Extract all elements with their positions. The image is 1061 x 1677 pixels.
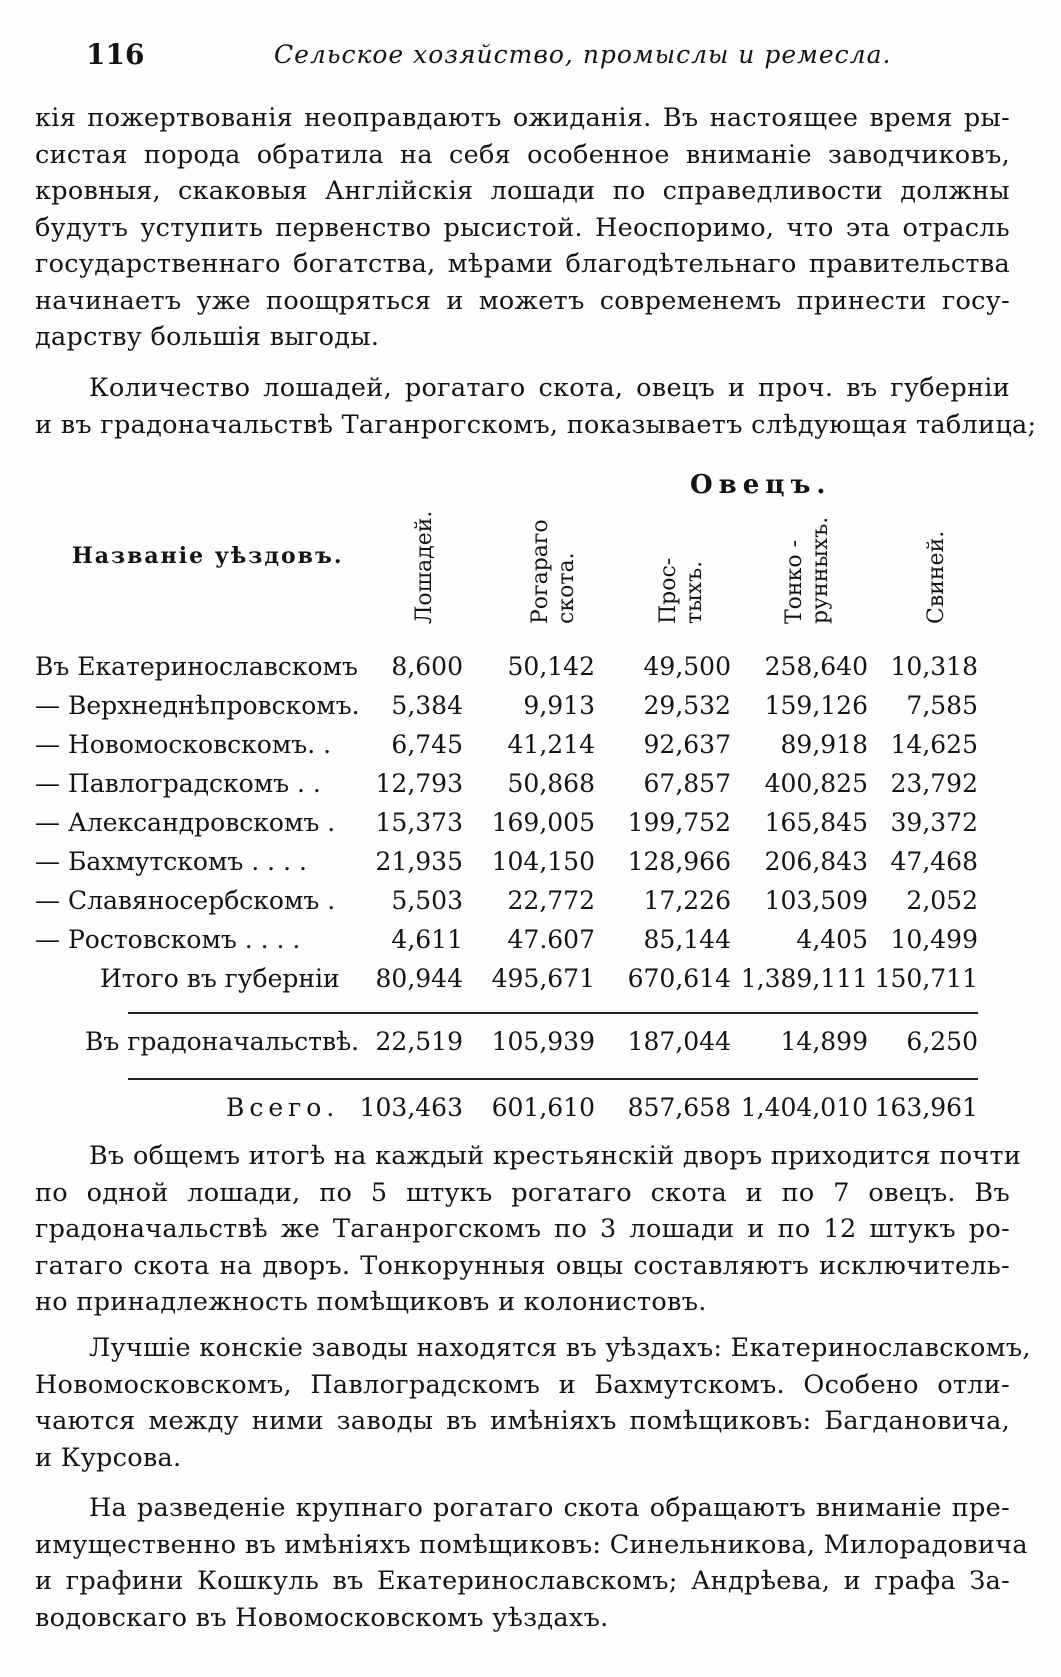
text-line: гатаго скота на дворъ. Тонкорунныя овцы составляютъ исключитель-: [35, 1250, 1010, 1281]
text-line: кія пожертвованія неоправдаютъ ожиданія. Въ настоящее время ры-: [35, 103, 1010, 133]
fine-sheep-value: 14,899: [780, 1027, 868, 1056]
text-line: но принадлежность помѣщиковъ и колонистовъ.: [35, 1287, 707, 1317]
horses-value: 15,373: [375, 808, 463, 837]
horses-value: 5,503: [391, 886, 463, 915]
cattle-value: 104,150: [491, 847, 595, 876]
cattle-value: 601,610: [491, 1093, 595, 1122]
horses-value: 103,463: [359, 1093, 463, 1122]
simple-sheep-value: 128,966: [627, 847, 731, 876]
text-line: и въ градоначальствѣ Таганрогскомъ, показываетъ слѣдующая таблица;: [35, 409, 1037, 440]
cattle-value: 41,214: [507, 730, 595, 759]
horses-column-header: Лошадей.: [412, 510, 437, 624]
cattle-value: 47.607: [507, 925, 595, 954]
cattle-value: 22,772: [507, 886, 595, 915]
paragraph-4: [35, 1330, 1031, 1476]
gradonachalstvo-row: [0, 1027, 1061, 1063]
grand-total-row: [0, 1093, 1061, 1129]
simple-sheep-column-header: Прос- тыхъ.: [656, 557, 707, 624]
horses-value: 21,935: [375, 847, 463, 876]
pigs-value: 150,711: [874, 964, 978, 993]
table-row: [0, 691, 1061, 727]
text-line: Количество лошадей, рогатаго скота, овецъ и проч. въ губерніи: [89, 373, 1010, 403]
text-line: градоначальствѣ же Таганрогскомъ по 3 лошади и по 12 штукъ ро-: [35, 1214, 1010, 1244]
text-line: будутъ уступить первенство рысистой. Неоспоримо, что эта отрасль: [35, 212, 1010, 243]
pigs-value: 2,052: [906, 886, 978, 915]
simple-sheep-value: 199,752: [627, 808, 731, 837]
text-line: начинаетъ уже поощряться и можетъ современемъ принести госу-: [35, 285, 1010, 316]
paragraph-1: [35, 100, 1010, 356]
pigs-value: 23,792: [890, 769, 978, 798]
text-line: государственнаго богатства, мѣрами благодѣтельнаго правительства: [35, 249, 1010, 279]
running-title: Сельское хозяйство, промыслы и ремесла.: [274, 40, 892, 69]
simple-sheep-value: 85,144: [643, 925, 731, 954]
district-name: — Верхнеднѣпровскомъ.: [35, 691, 360, 720]
district-name: — Александровскомъ .: [35, 808, 336, 837]
text-line: имущественно въ имѣніяхъ помѣщиковъ: Синельникова, Милорадовича: [35, 1529, 1028, 1560]
gradonachalstvo-label: Въ градоначальствѣ.: [85, 1027, 360, 1056]
cattle-value: 169,005: [491, 808, 595, 837]
fine-wool-sheep-column-header: Тонко - рунныхъ.: [782, 516, 833, 624]
text-line: и графини Кошкуль въ Екатеринославскомъ; Андрѣева, и графа За-: [35, 1566, 1010, 1596]
text-line: чаются между ними заводы въ имѣніяхъ помѣщиковъ: Багдановича,: [35, 1406, 1010, 1436]
cattle-value: 9,913: [523, 691, 595, 720]
simple-sheep-value: 67,857: [643, 769, 731, 798]
fine-sheep-value: 1,404,010: [740, 1093, 868, 1122]
table-rule: [128, 1078, 978, 1080]
horses-value: 80,944: [375, 964, 463, 993]
text-line: Новомосковскомъ, Павлоградскомъ и Бахмутскомъ. Особено отли-: [35, 1369, 1010, 1400]
district-name: — Новомосковскомъ. .: [35, 730, 332, 759]
horses-value: 8,600: [391, 652, 463, 681]
paragraph-2: [35, 370, 1037, 443]
district-name: Въ Екатеринославскомъ: [35, 652, 358, 681]
text-line: и Курсова.: [35, 1442, 182, 1473]
horses-value: 12,793: [375, 769, 463, 798]
text-line: На разведеніе крупнаго рогатаго скота обращаютъ вниманіе пре-: [89, 1493, 1010, 1523]
table-rule: [128, 1012, 978, 1014]
total-governorate-row: [0, 964, 1061, 1000]
fine-sheep-value: 1,389,111: [740, 964, 868, 993]
simple-sheep-value: 670,614: [627, 964, 731, 993]
pigs-value: 10,499: [890, 925, 978, 954]
cattle-column-header: Рогараго скота.: [528, 519, 579, 624]
fine-sheep-value: 206,843: [764, 847, 868, 876]
table-row: [0, 808, 1061, 844]
horses-value: 5,384: [391, 691, 463, 720]
page-number: 116: [86, 38, 145, 71]
text-line: дарству большія выгоды.: [35, 322, 380, 352]
table-row: [0, 847, 1061, 883]
sheep-group-header: Овецъ.: [690, 470, 832, 500]
fine-sheep-value: 165,845: [764, 808, 868, 837]
horses-value: 6,745: [391, 730, 463, 759]
pigs-value: 10,318: [890, 652, 978, 681]
simple-sheep-value: 29,532: [643, 691, 731, 720]
district-name: — Павлоградскомъ . .: [35, 769, 321, 798]
table-row: [0, 886, 1061, 922]
table-row: [0, 652, 1061, 688]
simple-sheep-value: 187,044: [627, 1027, 731, 1056]
table-row: [0, 730, 1061, 766]
fine-sheep-value: 103,509: [764, 886, 868, 915]
fine-sheep-value: 258,640: [764, 652, 868, 681]
district-name: — Славяносербскомъ .: [35, 886, 336, 915]
text-line: Лучшіе конскіе заводы находятся въ уѣздахъ: Екатеринославскомъ,: [89, 1333, 1031, 1363]
grand-total-label: Всего.: [226, 1093, 340, 1122]
pigs-value: 7,585: [906, 691, 978, 720]
simple-sheep-value: 92,637: [643, 730, 731, 759]
table-row: [0, 769, 1061, 805]
pigs-column-header: Свиней.: [924, 530, 949, 624]
text-line: систая порода обратила на себя особенное вниманіе заводчиковъ,: [35, 139, 1010, 170]
simple-sheep-value: 857,658: [627, 1093, 731, 1122]
pigs-value: 6,250: [906, 1027, 978, 1056]
district-name: — Ростовскомъ . . . .: [35, 925, 301, 954]
pigs-value: 47,468: [890, 847, 978, 876]
table-row: [0, 925, 1061, 961]
pigs-value: 163,961: [874, 1093, 978, 1122]
cattle-value: 105,939: [491, 1027, 595, 1056]
district-column-header: Названіе уѣздовъ.: [72, 543, 344, 569]
simple-sheep-value: 49,500: [643, 652, 731, 681]
horses-value: 4,611: [391, 925, 463, 954]
fine-sheep-value: 89,918: [780, 730, 868, 759]
text-line: водовскаго въ Новомосковскомъ уѣздахъ.: [35, 1602, 609, 1633]
pigs-value: 39,372: [890, 808, 978, 837]
paragraph-3: [35, 1138, 1022, 1321]
paragraph-5: [35, 1490, 1028, 1636]
cattle-value: 495,671: [491, 964, 595, 993]
fine-sheep-value: 159,126: [764, 691, 868, 720]
text-line: Въ общемъ итогѣ на каждый крестьянскій дворъ приходится почти: [89, 1141, 1022, 1171]
text-line: кровныя, скаковыя Англійскія лошади по справедливости должны: [35, 176, 1010, 206]
text-line: по одной лошади, по 5 штукъ рогатаго скота и по 7 овецъ. Въ: [35, 1177, 1010, 1208]
fine-sheep-value: 4,405: [796, 925, 868, 954]
pigs-value: 14,625: [890, 730, 978, 759]
cattle-value: 50,142: [507, 652, 595, 681]
simple-sheep-value: 17,226: [643, 886, 731, 915]
district-name: — Бахмутскомъ . . . .: [35, 847, 307, 876]
horses-value: 22,519: [375, 1027, 463, 1056]
total-label: Итого въ губерніи: [100, 964, 340, 993]
running-head: [86, 38, 1006, 78]
cattle-value: 50,868: [507, 769, 595, 798]
fine-sheep-value: 400,825: [764, 769, 868, 798]
